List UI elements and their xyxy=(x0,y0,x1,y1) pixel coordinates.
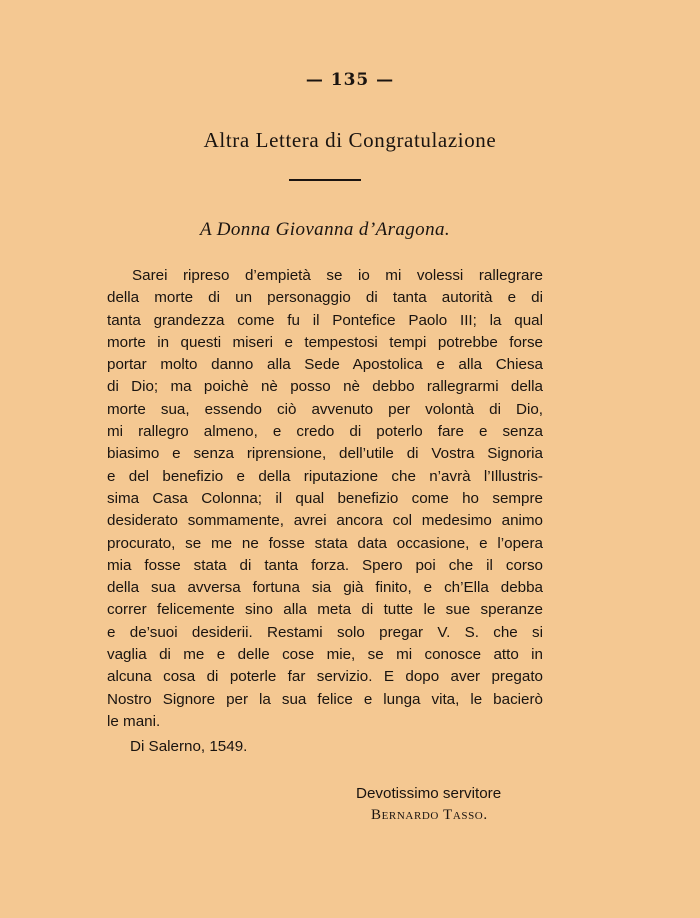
body-line: di Dio; ma poichè nè posso nè debbo rallegrarmi della xyxy=(107,378,543,396)
body-line: mi rallegro almeno, e credo di poterlo fare e senza xyxy=(107,423,543,441)
body-line: portar molto danno alla Sede Apostolica e alla Chiesa xyxy=(107,356,543,374)
closing-place-date: Di Salerno, 1549. xyxy=(130,738,248,755)
body-line: e del benefizio e della riputazione che n’avrà l’Illustris- xyxy=(107,467,543,485)
signature-role: Devotissimo servitore xyxy=(356,785,502,802)
body-line: e de’suoi desiderii. Restami solo pregar V. S. che si xyxy=(107,623,543,641)
signature-name: Bernardo Tasso. xyxy=(371,807,488,823)
body-line: morte in questi miseri e tempestosi tempi potrebbe forse xyxy=(107,333,543,351)
body-line: sima Casa Colonna; il qual benefizio come ho sempre xyxy=(107,489,543,507)
body-line: vaglia di me e delle cose mie, se mi conosce atto in xyxy=(107,646,543,664)
body-line: Nostro Signore per la sua felice e lunga vita, le bacierò xyxy=(107,690,543,708)
body-line: alcuna cosa di poterle far servizio. E dopo aver pregato xyxy=(107,668,543,686)
body-line: tanta grandezza come fu il Pontefice Paolo III; la qual xyxy=(107,311,543,329)
body-line: della sua avversa fortuna sia già finito, e ch’Ella debba xyxy=(107,579,543,597)
addressee: A Donna Giovanna d’Aragona. xyxy=(199,219,451,240)
body-line: della morte di un personaggio di tanta autorità e di xyxy=(107,289,543,307)
body-line: Sarei ripreso d’empietà se io mi volessi rallegrare xyxy=(132,267,543,284)
body-line: procurato, se me ne fosse stata data occasione, e l’opera xyxy=(107,534,543,552)
body-line: desiderato sommamente, avrei ancora col medesimo animo xyxy=(107,512,543,530)
title-divider xyxy=(289,179,361,181)
body-line: mia fosse stata di tanta forza. Spero poi che il corso xyxy=(107,556,543,574)
page-number: — 135 — xyxy=(305,70,395,90)
letter-body xyxy=(107,265,543,733)
body-line: correr felicemente sino alla meta di tutte le sue speranze xyxy=(107,601,543,619)
body-line: le mani. xyxy=(107,712,161,730)
body-line: biasimo e senza riprensione, dell’utile di Vostra Signoria xyxy=(107,445,543,463)
letter-title: Altra Lettera di Congratulazione xyxy=(203,128,497,152)
body-line: morte sua, essendo ciò avvenuto per volontà di Dio, xyxy=(107,400,543,418)
